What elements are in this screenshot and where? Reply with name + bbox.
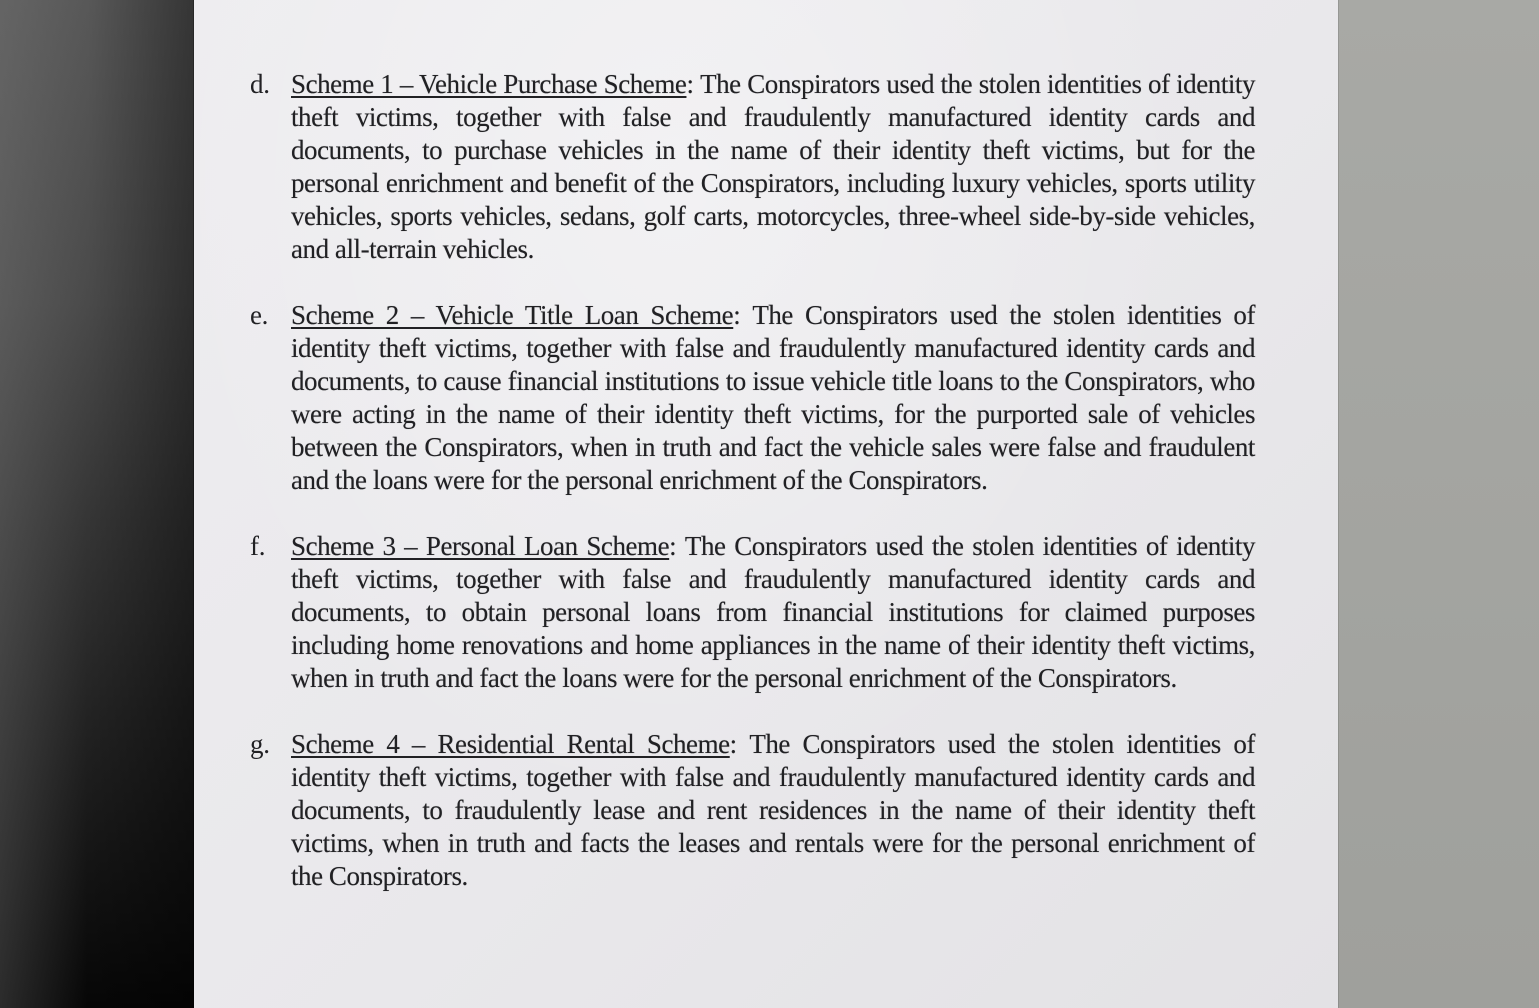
scheme-paragraph-g	[250, 728, 1255, 893]
list-label-f: f.	[250, 531, 266, 561]
left-shadow-gradient	[0, 0, 194, 1008]
scheme-body-e: The Conspirators used the stolen identities of identity theft victims, together with false and fraudulently manufactured identity cards and documents, to cause financial institutions to issue vehicle title loans to the Conspirators, who were acting in the name of their identity theft victims, for the purported sale of vehicles between the Conspirators, when in truth and fact the vehicle sales were false and fraudulent and the loans were for the personal enrichment of the Conspirators.	[291, 300, 1256, 495]
scheme-title-f: Scheme 3 – Personal Loan Scheme	[291, 531, 670, 561]
scheme-text-e	[291, 299, 1255, 497]
scheme-text-d	[291, 68, 1255, 266]
scheme-title-d: Scheme 1 – Vehicle Purchase Scheme	[291, 69, 687, 99]
document-page	[194, 0, 1338, 1008]
colon-separator: :	[669, 531, 677, 561]
document-content	[250, 68, 1255, 926]
scheme-text-g	[291, 728, 1255, 893]
scheme-body-f: The Conspirators used the stolen identities of identity theft victims, together with false and fraudulently manufactured identity cards and documents, to obtain personal loans from financial institutions for claimed purposes including home renovations and home appliances in the name of their identity theft victims, when in truth and fact the loans were for the personal enrichment of the Conspirators.	[291, 531, 1256, 693]
scheme-body-g: The Conspirators used the stolen identities of identity theft victims, together with false and fraudulently manufactured identity cards and documents, to fraudulently lease and rent residences in the name of their identity theft victims, when in truth and facts the leases and rentals were for the personal enrichment of the Conspirators.	[291, 729, 1256, 891]
scheme-title-e: Scheme 2 – Vehicle Title Loan Scheme	[291, 300, 734, 330]
colon-separator: :	[733, 300, 741, 330]
scheme-paragraph-f	[250, 530, 1255, 695]
scheme-title-g: Scheme 4 – Residential Rental Scheme	[291, 729, 730, 759]
list-label-e: e.	[250, 300, 269, 330]
list-label-g: g.	[250, 729, 270, 759]
list-label-d: d.	[250, 69, 270, 99]
scheme-text-f	[291, 530, 1255, 695]
scheme-body-d: The Conspirators used the stolen identities of identity theft victims, together with false and fraudulently manufactured identity cards and documents, to purchase vehicles in the name of their identity theft victims, but for the personal enrichment and benefit of the Conspirators, including luxury vehicles, sports utility vehicles, sports vehicles, sedans, golf carts, motorcycles, three-wheel side-by-side vehicles, and all-terrain vehicles.	[291, 69, 1256, 264]
scheme-paragraph-e	[250, 299, 1255, 497]
scheme-paragraph-d	[250, 68, 1255, 266]
colon-separator: :	[729, 729, 737, 759]
colon-separator: :	[686, 69, 694, 99]
